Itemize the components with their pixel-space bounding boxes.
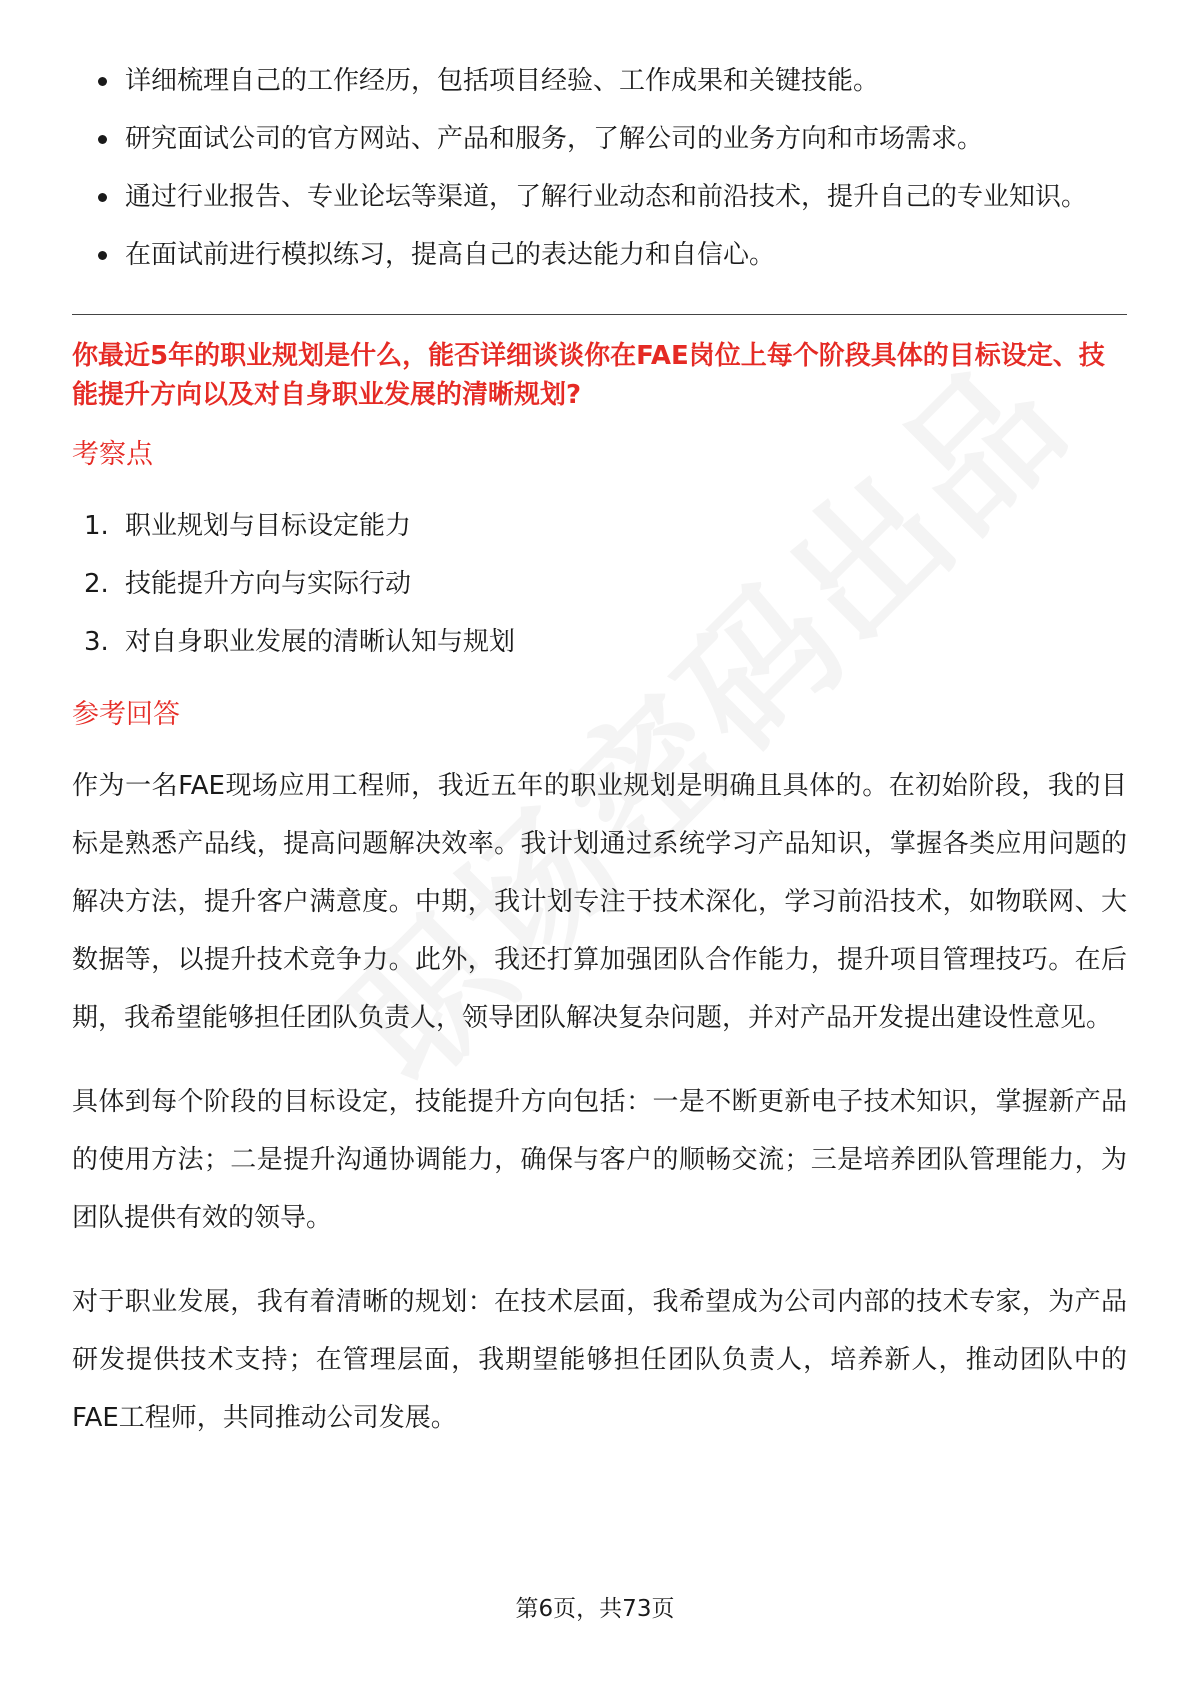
list-item-number: 3. — [84, 627, 109, 657]
list-item-number: 1. — [84, 511, 109, 541]
list-item-text: 职业规划与目标设定能力 — [125, 511, 412, 541]
list-item — [72, 497, 1127, 555]
answer-paragraph: 作为一名FAE现场应用工程师，我近五年的职业规划是明确且具体的。在初始阶段，我的目标是熟悉产品线，提高问题解决效率。我计划通过系统学习产品知识，掌握各类应用问题的解决方法，提升客户满意度。中期，我计划专注于技术深化，学习前沿技术，如物联网、大数据等，以提升技术竞争力。此外，我还打算加强团队合作能力，提升项目管理技巧。在后期，我希望能够担任团队负责人，领导团队解决复杂问题，并对产品开发提出建设性意见。 — [72, 771, 1127, 1033]
bullet-icon — [98, 77, 107, 86]
answer-paragraph: 对于职业发展，我有着清晰的规划：在技术层面，我希望成为公司内部的技术专家，为产品研发提供技术支持；在管理层面，我期望能够担任团队负责人，培养新人，推动团队中的FAE工程师，共同推动公司发展。 — [72, 1287, 1127, 1433]
bullet-icon — [98, 251, 107, 260]
list-item — [72, 226, 1127, 284]
list-item-number: 2. — [84, 569, 109, 599]
list-item-text: 研究面试公司的官方网站、产品和服务，了解公司的业务方向和市场需求。 — [125, 124, 984, 154]
document-page — [72, 52, 1127, 1447]
list-item-text: 技能提升方向与实际行动 — [125, 569, 412, 599]
assessment-points-list — [72, 497, 1127, 671]
page-number-footer: 第6页，共73页 — [515, 1596, 675, 1622]
answer-heading: 参考回答 — [72, 699, 180, 730]
list-item-text: 对自身职业发展的清晰认知与规划 — [125, 627, 516, 657]
bullet-icon — [98, 135, 107, 144]
list-item — [72, 52, 1127, 110]
bullet-icon — [98, 193, 107, 202]
list-item — [72, 613, 1127, 671]
answer-paragraph: 具体到每个阶段的目标设定，技能提升方向包括：一是不断更新电子技术知识，掌握新产品的使用方法；二是提升沟通协调能力，确保与客户的顺畅交流；三是培养团队管理能力，为团队提供有效的领导。 — [72, 1087, 1127, 1233]
list-item-text: 详细梳理自己的工作经历，包括项目经验、工作成果和关键技能。 — [125, 66, 880, 96]
list-item — [72, 555, 1127, 613]
preparation-tips-list — [72, 52, 1127, 284]
list-item — [72, 168, 1127, 226]
list-item-text: 通过行业报告、专业论坛等渠道，了解行业动态和前沿技术，提升自己的专业知识。 — [125, 182, 1088, 212]
assessment-heading: 考察点 — [72, 439, 153, 470]
list-item — [72, 110, 1127, 168]
section-divider — [72, 314, 1127, 315]
list-item-text: 在面试前进行模拟练习，提高自己的表达能力和自信心。 — [125, 240, 776, 270]
interview-question: 你最近5年的职业规划是什么，能否详细谈谈你在FAE岗位上每个阶段具体的目标设定、技能提升方向以及对自身职业发展的清晰规划? — [72, 341, 1105, 410]
